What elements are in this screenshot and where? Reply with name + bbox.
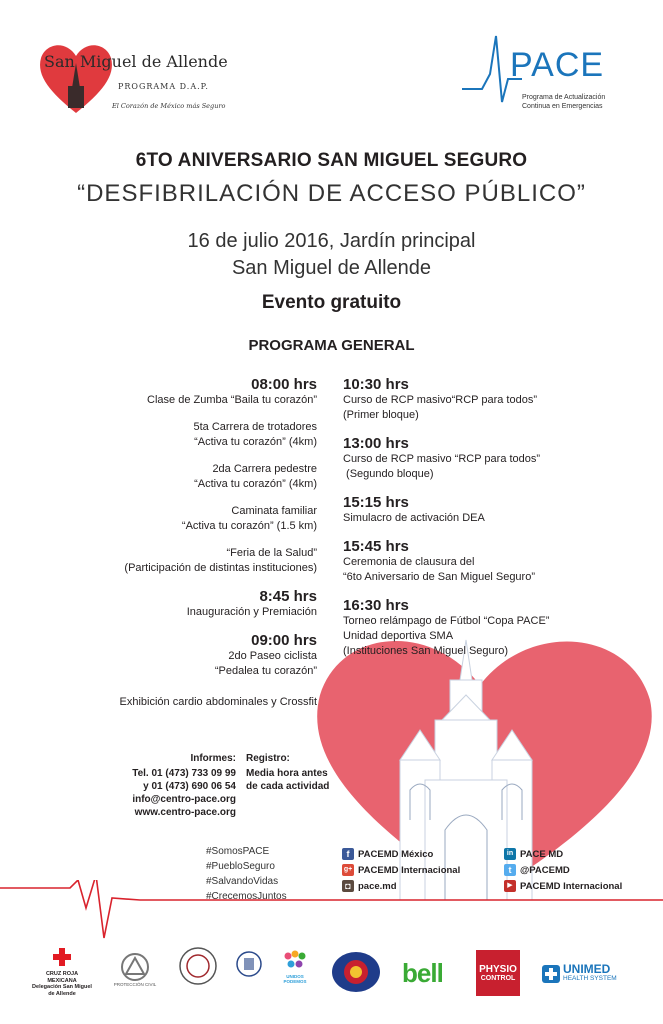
municipio-crest-icon <box>232 950 266 986</box>
bell-logo: bell <box>402 958 443 988</box>
cruz-roja-text: CRUZ ROJA <box>45 971 79 977</box>
seal-icon <box>178 946 218 986</box>
registro-info <box>246 752 346 793</box>
free-event-label: Evento gratuito <box>261 292 402 313</box>
schedule-desc: Clase de Zumba “Baila tu corazón” <box>147 394 317 406</box>
pace-logo-name: PACE <box>510 46 605 84</box>
social-label: PACEMD Internacional <box>520 880 623 892</box>
hashtags <box>206 844 287 904</box>
schedule-item <box>343 538 643 585</box>
schedule-desc: 2da Carrera pedestre <box>212 463 317 475</box>
hashtag: #PuebloSeguro <box>206 861 275 872</box>
schedule-desc: (Segundo bloque) <box>343 468 434 480</box>
hashtag: #CrecemosJuntos <box>206 891 287 902</box>
sma-logo-tagline: El Corazón de México más Seguro <box>112 102 226 110</box>
google-plus-icon: g+ <box>342 864 354 876</box>
schedule-desc: 5ta Carrera de trotadores <box>193 421 317 433</box>
schedule-desc: “Pedalea tu corazón” <box>214 665 317 677</box>
schedule-time: 09:00 hrs <box>251 632 317 649</box>
schedule-item <box>343 597 643 659</box>
youtube-icon: ▶ <box>504 880 516 892</box>
schedule-desc: “6to Aniversario de San Miguel Seguro” <box>343 571 535 583</box>
schedule-item <box>0 376 317 408</box>
seal-logo <box>178 946 218 991</box>
schedule-desc: Inauguración y Premiación <box>186 606 317 618</box>
event-date-place <box>0 228 663 282</box>
event-subtitle: “DESFIBRILACIÓN DE ACCESO PÚBLICO” <box>77 180 586 207</box>
schedule-item <box>343 435 643 482</box>
social-item[interactable] <box>504 848 622 860</box>
phone-1: Tel. 01 (473) 733 09 99 <box>132 768 236 779</box>
social-left <box>342 848 460 892</box>
schedule-time: 10:30 hrs <box>343 376 409 393</box>
schedule-item <box>0 546 317 576</box>
event-city: San Miguel de Allende <box>231 257 432 279</box>
social-label: PACEMD Internacional <box>358 864 461 876</box>
schedule-left <box>0 376 317 710</box>
schedule-desc: Unidad deportiva SMA <box>343 630 454 642</box>
cruz-roja-logo <box>26 948 98 997</box>
social-label: pace.md <box>358 880 397 892</box>
schedule-time: 15:15 hrs <box>343 494 409 511</box>
unimed-logo <box>542 964 617 984</box>
schedule-item <box>0 588 317 620</box>
cruz-roja-text: Delegación San Miguel <box>32 984 92 990</box>
social-item[interactable] <box>342 864 460 876</box>
medical-cross-icon <box>542 965 560 983</box>
schedule-desc: (Primer bloque) <box>343 409 419 421</box>
schedule-item <box>0 420 317 450</box>
physio-text: PHYSIO <box>479 964 517 975</box>
schedule-desc: 2do Paseo ciclista <box>228 650 317 662</box>
social-item[interactable] <box>504 880 622 892</box>
sma-logo-program: PROGRAMA D.A.P. <box>118 82 209 91</box>
schedule-desc: “Activa tu corazón” (1.5 km) <box>181 520 317 532</box>
informes-label: Informes: <box>190 753 236 764</box>
social-item[interactable] <box>342 848 460 860</box>
schedule-item <box>0 695 317 710</box>
pace-logo-line2: Continua en Emergencias <box>522 103 603 110</box>
schedule-item <box>0 504 317 534</box>
event-date: 16 de julio 2016, Jardín principal <box>187 230 476 252</box>
schedule-time: 08:00 hrs <box>251 376 317 393</box>
schedule-desc: (Instituciones San Miguel Seguro) <box>343 645 509 657</box>
schedule-right <box>343 376 643 659</box>
schedule-desc: “Activa tu corazón” (4km) <box>194 478 317 490</box>
social-item[interactable] <box>504 864 622 876</box>
hashtag: #SomosPACE <box>206 846 270 857</box>
bomberos-badge-icon <box>330 950 382 994</box>
schedule-desc: (Participación de distintas instituciones) <box>124 562 317 574</box>
physio-control-logo <box>476 950 520 996</box>
social-item[interactable] <box>342 880 460 892</box>
website-link[interactable]: www.centro-pace.org <box>134 807 236 818</box>
instagram-icon: ◘ <box>342 880 354 892</box>
cruz-roja-text: de Allende <box>48 990 76 997</box>
schedule-desc: Ceremonia de clausura del <box>343 556 475 568</box>
heart-logo-icon <box>36 38 116 118</box>
schedule-desc: Simulacro de activación DEA <box>343 512 485 524</box>
health-system-text: HEALTH SYSTEM <box>563 975 617 982</box>
unidos-people-icon <box>282 950 308 974</box>
bomberos-logo <box>330 950 382 999</box>
schedule-item <box>343 376 643 423</box>
pace-logo-line1: Programa de Actualización <box>522 94 606 101</box>
phone-2: y 01 (473) 690 06 54 <box>143 781 236 792</box>
schedule-item <box>0 462 317 492</box>
schedule-desc: Torneo relámpago de Fútbol “Copa PACE” <box>343 615 550 627</box>
schedule-time: 15:45 hrs <box>343 538 409 555</box>
cruz-roja-text: MEXICANA <box>47 977 77 984</box>
social-label: @PACEMD <box>520 864 570 876</box>
program-heading: PROGRAMA GENERAL <box>248 337 415 354</box>
facebook-icon: f <box>342 848 354 860</box>
control-text: CONTROL <box>480 975 516 982</box>
social-right <box>504 848 622 892</box>
schedule-desc: Exhibición cardio abdominales y Crossfit <box>119 696 317 708</box>
schedule-desc: Caminata familiar <box>231 505 317 517</box>
schedule-desc: Curso de RCP masivo “RCP para todos” <box>343 453 541 465</box>
linkedin-icon: in <box>504 848 516 860</box>
registro-line1: Media hora antes <box>246 768 328 779</box>
proteccion-civil-logo <box>108 946 162 992</box>
sma-logo <box>36 38 228 118</box>
social-label: PACE MD <box>520 848 564 860</box>
schedule-desc: Curso de RCP masivo“RCP para todos” <box>343 394 538 406</box>
pace-logo <box>462 34 632 116</box>
contact-info <box>112 752 236 819</box>
social-label: PACEMD México <box>358 848 434 860</box>
registro-label: Registro: <box>246 753 290 764</box>
unimed-text: UNIMED <box>563 962 611 976</box>
unidos-podemos-logo <box>276 950 314 984</box>
proteccion-civil-text: PROTECCIÓN CIVIL <box>113 981 157 987</box>
email-link[interactable]: info@centro-pace.org <box>132 794 236 805</box>
municipio-logo <box>232 950 266 991</box>
unidos-text: UNIDOS PODEMOS <box>283 974 307 984</box>
twitter-icon: t <box>504 864 516 876</box>
schedule-item <box>0 632 317 679</box>
event-title: 6TO ANIVERSARIO SAN MIGUEL SEGURO <box>135 150 528 171</box>
schedule-time: 16:30 hrs <box>343 597 409 614</box>
sma-logo-title: San Miguel de Allende <box>44 52 228 71</box>
schedule-time: 13:00 hrs <box>343 435 409 452</box>
registro-line2: de cada actividad <box>246 781 330 792</box>
schedule-desc: “Activa tu corazón” (4km) <box>194 436 317 448</box>
schedule-time: 8:45 hrs <box>259 588 317 605</box>
schedule-item <box>343 494 643 526</box>
hashtag: #SalvandoVidas <box>206 876 279 887</box>
proteccion-civil-icon <box>120 952 150 982</box>
schedule-desc: “Feria de la Salud” <box>226 547 317 559</box>
red-cross-icon <box>53 948 71 966</box>
